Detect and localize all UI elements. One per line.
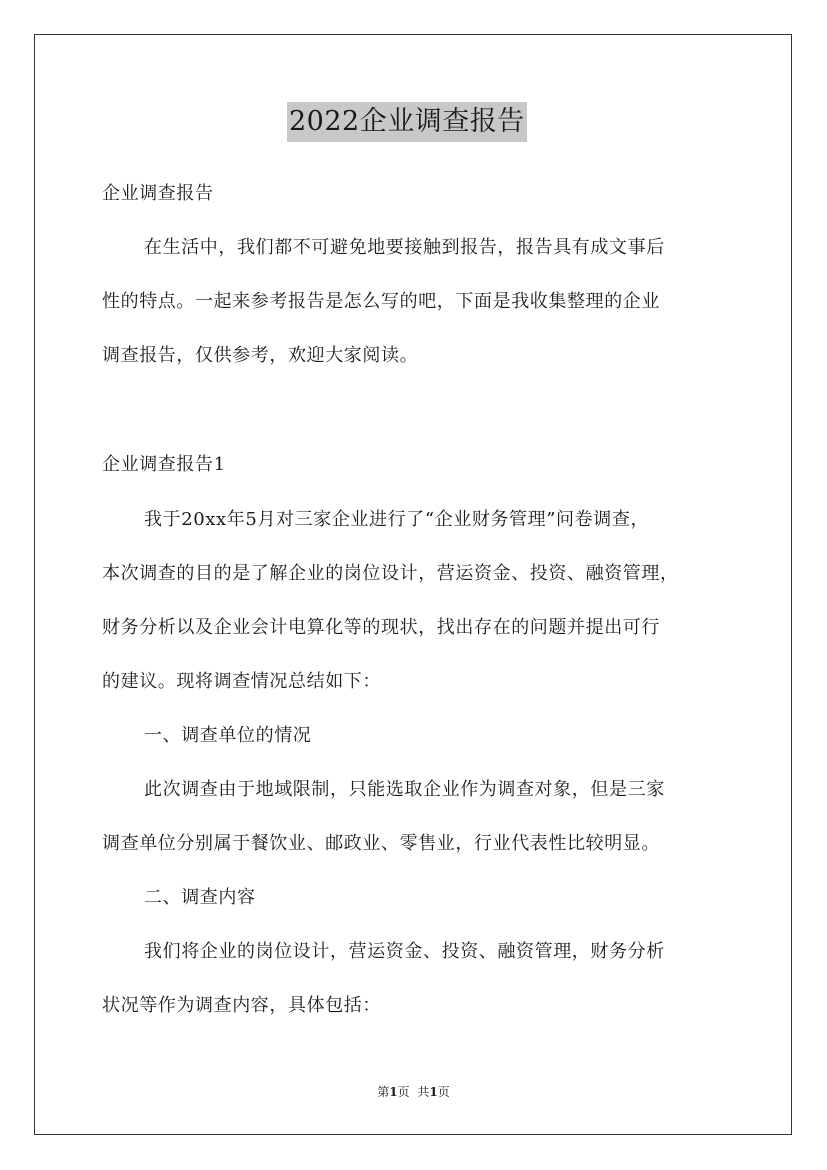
subheading-1: 一、调查单位的情况 — [144, 725, 312, 746]
intro-line-2: 性的特点。一起来参考报告是怎么写的吧，下面是我收集整理的企业 — [102, 291, 660, 312]
paragraph-2-line-1: 我们将企业的岗位设计，营运资金、投资、融资管理，财务分析 — [144, 941, 665, 962]
footer-total-prefix: 共 — [417, 1085, 430, 1099]
intro-line-1: 在生活中，我们都不可避免地要接触到报告，报告具有成文事后 — [144, 237, 665, 258]
page-footer — [0, 1084, 827, 1100]
paragraph-1-line-1: 此次调查由于地域限制，只能选取企业作为调查对象，但是三家 — [144, 779, 665, 800]
subheading-2: 二、调查内容 — [144, 887, 256, 908]
section-paragraph-line-1: 我于20xx年5月对三家企业进行了“企业财务管理”问卷调查， — [144, 509, 650, 530]
footer-page-prefix: 第 — [377, 1085, 390, 1099]
footer-total-suffix: 页 — [437, 1085, 450, 1099]
document-subtitle: 企业调查报告 — [102, 183, 214, 204]
paragraph-1-line-2: 调查单位分别属于餐饮业、邮政业、零售业，行业代表性比较明显。 — [102, 833, 660, 854]
document-title: 2022企业调查报告 — [287, 102, 527, 142]
footer-page-number: 1 — [389, 1085, 398, 1099]
section-paragraph-line-4: 的建议。现将调查情况总结如下： — [102, 671, 381, 692]
intro-line-3: 调查报告，仅供参考，欢迎大家阅读。 — [102, 345, 419, 366]
footer-page-suffix: 页 — [397, 1085, 410, 1099]
section-paragraph-line-2: 本次调查的目的是了解企业的岗位设计，营运资金、投资、融资管理， — [102, 563, 679, 584]
section-heading: 企业调查报告1 — [102, 454, 226, 475]
paragraph-2-line-2: 状况等作为调查内容，具体包括： — [102, 995, 381, 1016]
footer-total-pages: 1 — [429, 1085, 438, 1099]
section-paragraph-line-3: 财务分析以及企业会计电算化等的现状，找出存在的问题并提出可行 — [102, 617, 660, 638]
